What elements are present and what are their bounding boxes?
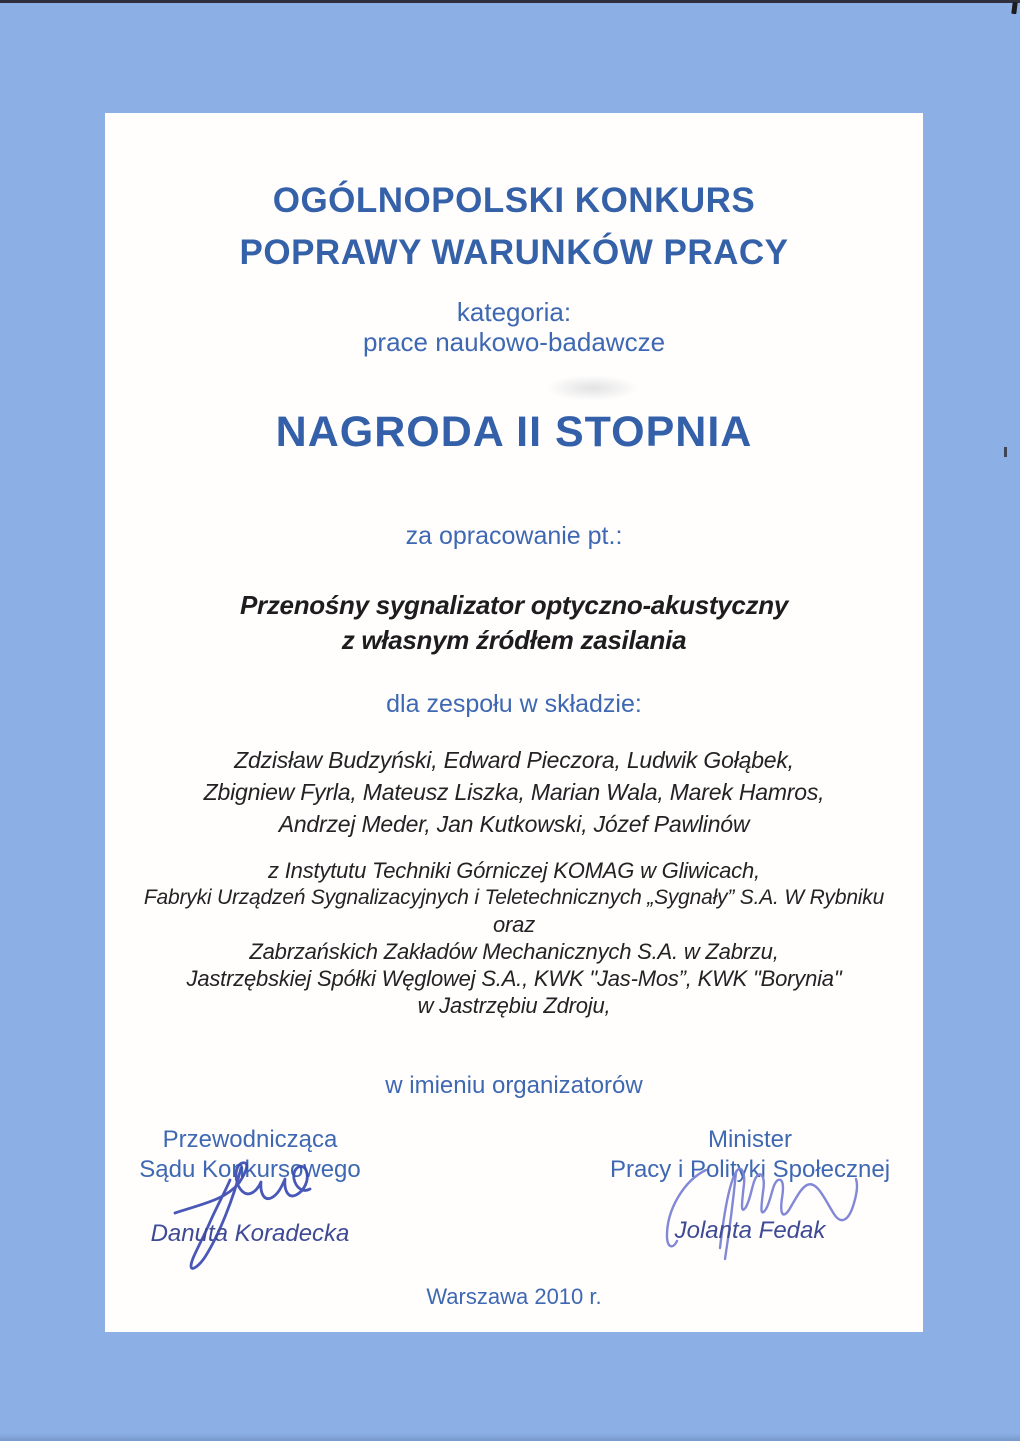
scan-corner-mark bbox=[1011, 2, 1017, 15]
work-title-line1: Przenośny sygnalizator optyczno-akustyczny bbox=[240, 590, 788, 620]
left-signature-ink bbox=[157, 1153, 332, 1353]
institution-line-4: Zabrzańskich Zakładów Mechanicznych S.A. w Zabrzu, bbox=[249, 939, 779, 964]
institutions bbox=[105, 857, 923, 1019]
institution-line-6: w Jastrzębiu Zdroju, bbox=[417, 993, 611, 1018]
team-intro-label: dla zespołu w składzie: bbox=[386, 690, 642, 718]
right-signatory-title-line1: Minister bbox=[707, 1126, 792, 1153]
competition-title-line1: OGÓLNOPOLSKI KONKURS bbox=[272, 181, 756, 220]
competition-title-line2: POPRAWY WARUNKÓW PRACY bbox=[239, 233, 789, 272]
certificate-page bbox=[105, 113, 923, 1332]
team-line-1: Zdzisław Budzyński, Edward Pieczora, Ludwik Gołąbek, bbox=[234, 747, 794, 773]
category-label: kategoria: bbox=[456, 297, 572, 327]
institution-line-1: z Instytutu Techniki Górniczej KOMAG w Gliwicach, bbox=[268, 858, 760, 883]
right-signatory-name: Jolanta Fedak bbox=[674, 1217, 826, 1244]
work-intro-label: za opracowanie pt.: bbox=[405, 522, 623, 550]
scan-top-edge-line bbox=[0, 0, 1020, 3]
place-date: Warszawa 2010 r. bbox=[426, 1284, 602, 1309]
scan-bottom-shadow bbox=[0, 1433, 1020, 1441]
work-title-line2: z własnym źródłem zasilania bbox=[341, 625, 687, 655]
institution-line-3: oraz bbox=[493, 912, 535, 937]
institution-line-5: Jastrzębskiej Spółki Węglowej S.A., KWK "Jas-Mos”, KWK "Borynia" bbox=[186, 966, 842, 991]
left-signatory-title-line1: Przewodnicząca bbox=[162, 1126, 338, 1153]
team-line-3: Andrzej Meder, Jan Kutkowski, Józef Pawlinów bbox=[278, 811, 750, 837]
category-value: prace naukowo-badawcze bbox=[362, 327, 666, 357]
award-title: NAGRODA II STOPNIA bbox=[275, 408, 753, 456]
institution-line-2: Fabryki Urządzeń Sygnalizacyjnych i Teletechnicznych „Sygnały” S.A. W Rybniku bbox=[143, 886, 885, 909]
left-signatory-name: Danuta Koradecka bbox=[150, 1220, 350, 1247]
team-members bbox=[105, 744, 923, 840]
right-signatory-title-line2: Pracy i Polityki Społecznej bbox=[609, 1156, 891, 1183]
left-signatory-title-line2: Sądu Konkursowego bbox=[139, 1156, 361, 1183]
on-behalf-label: w imieniu organizatorów bbox=[385, 1072, 643, 1099]
team-line-2: Zbigniew Fyrla, Mateusz Liszka, Marian Wala, Marek Hamros, bbox=[203, 779, 825, 805]
scan-smudge bbox=[545, 375, 640, 401]
scan-edge-tick bbox=[1004, 447, 1007, 457]
